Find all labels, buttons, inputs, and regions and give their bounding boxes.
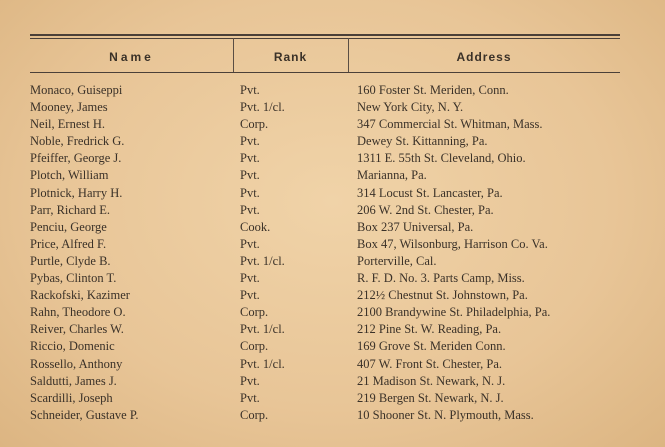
soldier-address: 169 Grove St. Meriden Conn.: [357, 339, 506, 354]
soldier-rank: Pvt.: [240, 202, 260, 217]
soldier-address: 212 Pine St. W. Reading, Pa.: [357, 322, 502, 337]
soldier-name: Price, Alfred F.: [30, 236, 107, 251]
soldier-name: Schneider, Gustave P.: [30, 407, 139, 422]
soldier-address: 160 Foster St. Meriden, Conn.: [357, 83, 509, 97]
table-row: [0, 270, 665, 287]
table-row: [0, 321, 665, 338]
soldier-rank: Pvt. 1/cl.: [240, 322, 285, 337]
table-row: [0, 390, 665, 407]
soldier-address: 1311 E. 55th St. Cleveland, Ohio.: [357, 151, 526, 166]
soldier-address: Box 47, Wilsonburg, Harrison Co. Va.: [357, 236, 548, 251]
top-rule-thin: [30, 38, 620, 39]
soldier-rank: Pvt.: [240, 168, 260, 183]
soldier-rank: Pvt.: [240, 83, 260, 97]
soldier-name: Pybas, Clinton T.: [30, 271, 117, 286]
header-address: Address: [456, 50, 512, 64]
table-row: [0, 150, 665, 167]
soldier-rank: Corp.: [240, 305, 269, 320]
soldier-rank: Pvt. 1/cl.: [240, 253, 285, 268]
table-row: [0, 185, 665, 202]
soldier-rank: Pvt.: [240, 288, 260, 303]
soldier-address: 219 Bergen St. Newark, N. J.: [357, 390, 504, 405]
table-row: [0, 356, 665, 373]
table-row: [0, 99, 665, 116]
table-row: [0, 287, 665, 304]
soldier-name: Scardilli, Joseph: [30, 390, 113, 405]
table-row: [0, 167, 665, 184]
soldier-rank: Corp.: [240, 339, 269, 354]
table-row: [0, 373, 665, 390]
soldier-rank: Pvt.: [240, 373, 260, 388]
soldier-name: Saldutti, James J.: [30, 373, 117, 388]
soldier-name: Plotnick, Harry H.: [30, 185, 123, 200]
soldier-name: Rackofski, Kazimer: [30, 288, 130, 303]
soldier-rank: Pvt. 1/cl.: [240, 356, 285, 371]
soldier-address: 347 Commercial St. Whitman, Mass.: [357, 117, 543, 132]
soldier-rank: Cook.: [240, 219, 271, 234]
soldier-address: 212½ Chestnut St. Johnstown, Pa.: [357, 288, 528, 303]
soldier-name: Pfeiffer, George J.: [30, 151, 122, 166]
soldier-name: Neil, Ernest H.: [30, 117, 105, 132]
header-rank: Rank: [273, 50, 308, 64]
soldier-address: Porterville, Cal.: [357, 253, 437, 268]
soldier-rank: Pvt.: [240, 390, 260, 405]
soldier-address: 2100 Brandywine St. Philadelphia, Pa.: [357, 305, 551, 320]
soldier-name: Rossello, Anthony: [30, 356, 123, 371]
soldier-name: Riccio, Domenic: [30, 339, 115, 354]
soldier-address: New York City, N. Y.: [357, 100, 464, 115]
table-row: [0, 202, 665, 219]
soldier-name: Rahn, Theodore O.: [30, 305, 126, 320]
header-name: Name: [109, 50, 154, 64]
soldier-rank: Pvt.: [240, 271, 260, 286]
soldier-name: Mooney, James: [30, 100, 108, 115]
top-rule: [30, 34, 620, 36]
table-row: [0, 304, 665, 321]
table-row: [0, 219, 665, 236]
table-row: [0, 338, 665, 355]
soldier-name: Noble, Fredrick G.: [30, 134, 125, 149]
soldier-name: Reiver, Charles W.: [30, 322, 124, 337]
table-row: [0, 236, 665, 253]
soldier-rank: Pvt. 1/cl.: [240, 100, 285, 115]
table-row: [0, 253, 665, 270]
soldier-rank: Pvt.: [240, 134, 260, 149]
soldier-rank: Pvt.: [240, 236, 260, 251]
soldier-rank: Pvt.: [240, 185, 260, 200]
soldier-name: Parr, Richard E.: [30, 202, 111, 217]
soldier-address: R. F. D. No. 3. Parts Camp, Miss.: [357, 271, 525, 286]
soldier-name: Purtle, Clyde B.: [30, 253, 111, 268]
soldier-address: 10 Shooner St. N. Plymouth, Mass.: [357, 407, 534, 422]
soldier-address: Box 237 Universal, Pa.: [357, 219, 474, 234]
soldier-rank: Corp.: [240, 407, 269, 422]
soldier-rank: Corp.: [240, 117, 269, 132]
soldier-address: 206 W. 2nd St. Chester, Pa.: [357, 202, 494, 217]
soldier-address: 21 Madison St. Newark, N. J.: [357, 373, 506, 388]
soldier-address: Dewey St. Kittanning, Pa.: [357, 134, 488, 149]
table-row: [0, 116, 665, 133]
soldier-name: Plotch, William: [30, 168, 109, 183]
roster-table: [0, 82, 665, 424]
table-row: [0, 407, 665, 424]
soldier-address: Marianna, Pa.: [357, 168, 427, 183]
soldier-address: 407 W. Front St. Chester, Pa.: [357, 356, 502, 371]
header-rule: [30, 72, 620, 73]
soldier-address: 314 Locust St. Lancaster, Pa.: [357, 185, 503, 200]
table-row: [0, 82, 665, 99]
soldier-rank: Pvt.: [240, 151, 260, 166]
table-row: [0, 133, 665, 150]
soldier-name: Monaco, Guiseppi: [30, 83, 123, 97]
soldier-name: Penciu, George: [30, 219, 107, 234]
